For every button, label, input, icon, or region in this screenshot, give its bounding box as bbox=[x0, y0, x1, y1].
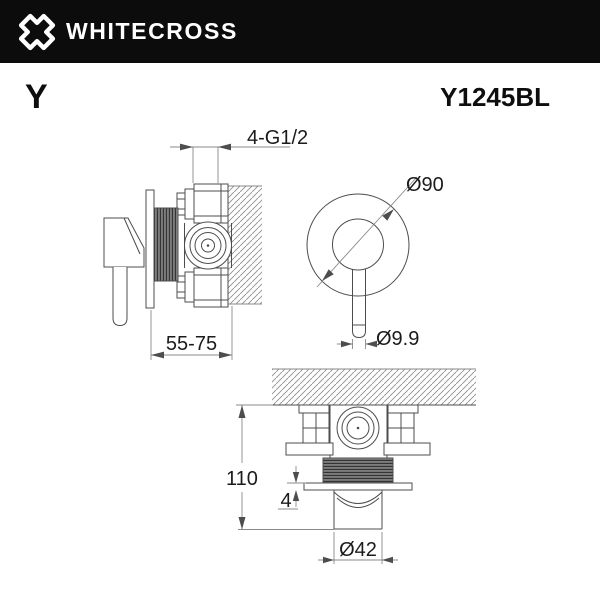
wall-hatch-bottom bbox=[272, 369, 476, 405]
ribbed-sleeve-bottom bbox=[323, 458, 393, 483]
height-label: 110 bbox=[226, 468, 258, 490]
base-diameter-label: Ø42 bbox=[339, 539, 377, 561]
mount-depth-dimension bbox=[151, 306, 232, 360]
thread-dimension-label: 4-G1/2 bbox=[247, 127, 309, 149]
brand-name: WHITECROSS bbox=[66, 18, 238, 44]
escutcheon-plate-bottom bbox=[304, 483, 412, 490]
series-label: Y bbox=[25, 78, 48, 116]
escutcheon-diameter-dimension bbox=[317, 174, 444, 287]
cartridge-bottom bbox=[337, 407, 379, 449]
thread-dimension bbox=[170, 127, 308, 183]
mount-depth-label: 55-75 bbox=[165, 333, 218, 355]
wall-hatch bbox=[228, 186, 262, 304]
cartridge-bottom-center-dot bbox=[357, 427, 360, 430]
side-view bbox=[104, 127, 308, 360]
bottom-view bbox=[226, 369, 476, 564]
lever-diameter-dimension bbox=[337, 328, 419, 350]
front-view bbox=[307, 174, 444, 350]
top-port bbox=[177, 184, 228, 223]
handle-body bbox=[104, 218, 144, 267]
lever-diameter-label: Ø9.9 bbox=[376, 328, 420, 350]
plate-thickness-label: 4 bbox=[280, 490, 292, 512]
escutcheon-plate-side bbox=[146, 190, 154, 308]
handle-lever-side bbox=[113, 267, 127, 326]
bottom-port bbox=[177, 268, 228, 307]
escutcheon-inner-circle bbox=[333, 219, 384, 270]
handle-lever-front bbox=[353, 269, 366, 338]
handle-base-cylinder bbox=[334, 490, 382, 529]
plate-thickness-dimension bbox=[278, 466, 306, 512]
escutcheon-diameter-label: Ø90 bbox=[406, 174, 444, 196]
knurled-sleeve bbox=[154, 208, 178, 281]
cartridge-center-dot bbox=[207, 244, 210, 247]
base-diameter-dimension bbox=[318, 532, 398, 564]
model-number: Y1245BL bbox=[440, 82, 550, 112]
